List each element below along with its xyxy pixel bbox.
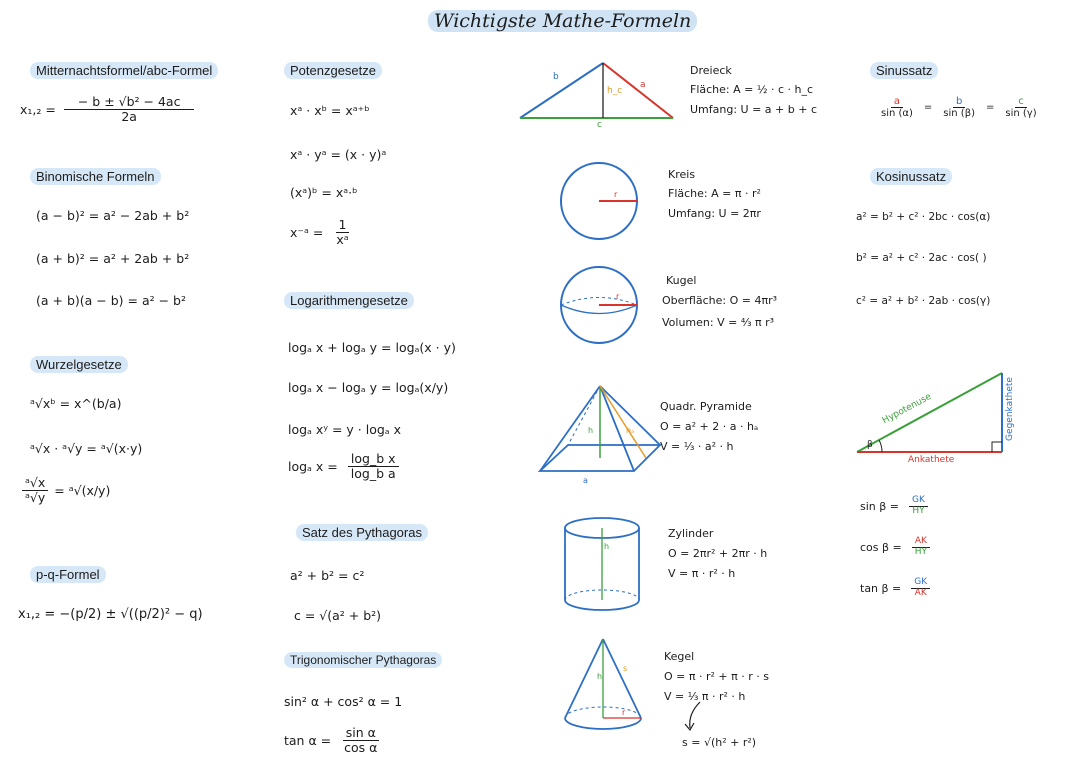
sinus-den-b: sin (β) xyxy=(943,108,975,119)
cos-beta-fraction xyxy=(912,537,930,558)
cone-diagram xyxy=(562,636,644,736)
sinussatz-formula: $\frac{a}{\sin (\alpha)}$ = $\frac{b}{\sin (\beta)}$ = $\frac{c}{\sin (\gamma)}$ xyxy=(878,96,1040,119)
wurzel-rhs: = ᵃ√(x/y) xyxy=(54,482,111,498)
right-triangle-hypotenuse: Hypotenuse xyxy=(880,391,934,427)
log-formula-3: logₐ xʸ = y · logₐ x xyxy=(288,422,402,437)
kegel-slant: s = √(h² + r²) xyxy=(682,736,757,749)
sinus-den-a: sin (α) xyxy=(881,108,913,119)
kosinus-formula-1: a² = b² + c² · 2bc · cos(α) xyxy=(856,211,991,223)
heading-kreis: Kreis xyxy=(668,168,696,181)
right-triangle-beta: β xyxy=(867,440,873,450)
log-f4-denominator: log_b a xyxy=(350,465,396,481)
circle-label-r: r xyxy=(614,190,618,199)
kugel-surface: Oberfläche: O = 4πr³ xyxy=(662,294,778,307)
sinus-num-c: c xyxy=(1015,96,1027,108)
cos-beta-num: AK xyxy=(912,537,930,548)
cylinder-diagram xyxy=(562,516,642,616)
heading-zylinder: Zylinder xyxy=(668,527,714,540)
cos-beta-formula xyxy=(860,537,930,558)
kreis-perimeter: Umfang: U = 2πr xyxy=(668,207,761,220)
tan-beta-den: AK xyxy=(914,587,927,598)
trig-f2-fraction xyxy=(341,726,380,755)
heading-kegel: Kegel xyxy=(664,650,695,663)
log-f4-fraction xyxy=(348,452,399,481)
sin-beta-den: HY xyxy=(912,505,925,516)
wurzel-formula-2: ᵃ√x · ᵃ√y = ᵃ√(x·y) xyxy=(30,441,143,456)
cos-beta-lhs: cos β = xyxy=(860,540,902,554)
heading-binomische-formeln: Binomische Formeln xyxy=(30,168,161,185)
arrow-icon xyxy=(680,700,710,734)
heading-trig-pythagoras: Trigonomischer Pythagoras xyxy=(284,652,442,668)
trig-formula-2 xyxy=(284,726,380,755)
pyth-formula-1: a² + b² = c² xyxy=(290,568,365,583)
log-formula-2: logₐ x − logₐ y = logₐ(x/y) xyxy=(288,380,449,395)
triangle-label-h: h_c xyxy=(607,86,623,96)
trig-f2-numerator: sin α xyxy=(343,726,379,741)
pyramid-diagram xyxy=(538,383,666,479)
pyth-formula-2: c = √(a² + b²) xyxy=(294,608,382,623)
trig-formula-1: sin² α + cos² α = 1 xyxy=(284,694,403,709)
potenz-formula-4 xyxy=(290,218,352,247)
wurzel-formula-3 xyxy=(22,476,110,505)
wurzel-formula-1: ᵃ√xᵇ = x^(b/a) xyxy=(30,396,122,411)
sinus-num-b: b xyxy=(953,96,965,108)
sphere-label-r: r xyxy=(616,292,620,301)
binom-formula-2: (a + b)² = a² + 2ab + b² xyxy=(36,251,190,266)
mitternacht-fraction xyxy=(64,95,195,124)
mitternacht-numerator: − b ± √b² − 4ac xyxy=(64,95,195,110)
sin-beta-fraction xyxy=(909,496,928,517)
trig-f2-denominator: cos α xyxy=(344,739,378,755)
heading-pyramide: Quadr. Pyramide xyxy=(660,400,752,413)
wurzel-numerator: ᵃ√x xyxy=(22,476,48,491)
tan-beta-lhs: tan β = xyxy=(860,581,902,595)
wurzel-fraction xyxy=(22,476,48,505)
cone-label-s: s xyxy=(623,664,628,673)
pyramide-volume: V = ⅓ · a² · h xyxy=(660,440,734,453)
heading-dreieck: Dreieck xyxy=(690,64,732,77)
heading-pq-formel: p-q-Formel xyxy=(30,566,106,583)
heading-sinussatz: Sinussatz xyxy=(870,62,938,79)
kegel-volume: V = ⅓ π · r² · h xyxy=(664,690,746,703)
triangle-diagram xyxy=(515,58,680,128)
triangle-label-a: a xyxy=(640,80,646,90)
pq-formula: x₁,₂ = −(p/2) ± √((p/2)² − q) xyxy=(18,607,203,622)
log-formula-1: logₐ x + logₐ y = logₐ(x · y) xyxy=(288,340,456,355)
cos-beta-den: HY xyxy=(914,546,928,557)
pyramid-label-ha: hₐ xyxy=(626,426,635,435)
sin-beta-num: GK xyxy=(909,496,928,507)
kreis-area: Fläche: A = π · r² xyxy=(668,187,761,200)
log-f4-numerator: log_b x xyxy=(348,452,399,467)
kegel-surface: O = π · r² + π · r · s xyxy=(664,670,769,683)
potenz-formula-2: xᵃ · yᵃ = (x · y)ᵃ xyxy=(290,147,387,162)
mitternacht-denominator: 2a xyxy=(121,108,137,124)
pyramid-label-h: h xyxy=(588,426,594,435)
right-triangle-diagram xyxy=(852,368,1022,456)
tan-beta-num: GK xyxy=(911,578,930,589)
heading-kosinussatz: Kosinussatz xyxy=(870,168,952,185)
binom-formula-1: (a − b)² = a² − 2ab + b² xyxy=(36,208,190,223)
triangle-label-c: c xyxy=(597,120,602,130)
dreieck-area: Fläche: A = ½ · c · h_c xyxy=(690,83,814,96)
heading-kugel: Kugel xyxy=(666,274,697,287)
heading-wurzelgesetze: Wurzelgesetze xyxy=(30,356,128,373)
right-triangle-ankathete: Ankathete xyxy=(908,455,955,465)
potenz-f4-lhs: x⁻ᵃ = xyxy=(290,224,324,240)
heading-mitternachtsformel: Mitternachtsformel/abc-Formel xyxy=(30,62,218,79)
heading-logarithmengesetze: Logarithmengesetze xyxy=(284,292,414,309)
potenz-f4-denominator: xᵃ xyxy=(336,231,349,247)
heading-potenzgesetze: Potenzgesetze xyxy=(284,62,382,79)
sinus-den-c: sin (γ) xyxy=(1005,108,1037,119)
heading-pythagoras: Satz des Pythagoras xyxy=(296,524,428,541)
kosinus-formula-3: c² = a² + b² · 2ab · cos(γ) xyxy=(856,295,991,307)
mitternachtsformel xyxy=(20,95,194,124)
cone-label-h: h xyxy=(597,672,603,681)
potenz-f4-numerator: 1 xyxy=(336,218,350,233)
sinus-frac-a xyxy=(878,96,916,119)
potenz-formula-3: (xᵃ)ᵇ = xᵃ·ᵇ xyxy=(290,185,358,200)
right-triangle-gegenkathete: Gegenkathete xyxy=(1004,377,1015,441)
mitternacht-lhs: x₁,₂ = xyxy=(20,101,56,117)
sinus-num-a: a xyxy=(891,96,903,108)
sphere-diagram xyxy=(558,264,640,346)
pyramide-surface: O = a² + 2 · a · hₐ xyxy=(660,420,759,433)
sin-beta-formula xyxy=(860,496,928,517)
kosinus-formula-2: b² = a² + c² · 2ac · cos( ) xyxy=(856,252,987,264)
sin-beta-lhs: sin β = xyxy=(860,499,899,513)
wurzel-denominator: ᵃ√y xyxy=(25,489,46,505)
kugel-volume: Volumen: V = ⁴⁄₃ π r³ xyxy=(662,316,775,329)
sinus-frac-b xyxy=(940,96,978,119)
sinus-frac-c xyxy=(1002,96,1039,119)
log-f4-lhs: logₐ x = xyxy=(288,458,338,474)
tan-beta-fraction xyxy=(911,578,930,599)
triangle-label-b: b xyxy=(553,72,559,82)
dreieck-perimeter: Umfang: U = a + b + c xyxy=(690,103,817,116)
potenz-formula-1: xᵃ · xᵇ = xᵃ⁺ᵇ xyxy=(290,103,370,118)
page-title: Wichtigste Mathe-Formeln xyxy=(428,10,697,32)
trig-f2-lhs: tan α = xyxy=(284,732,332,748)
pyramid-label-a: a xyxy=(583,476,588,485)
log-formula-4 xyxy=(288,452,399,481)
potenz-f4-fraction xyxy=(333,218,351,247)
cone-label-r: r xyxy=(622,708,626,717)
binom-formula-3: (a + b)(a − b) = a² − b² xyxy=(36,293,186,308)
zylinder-volume: V = π · r² · h xyxy=(668,567,736,580)
cylinder-label-h: h xyxy=(604,542,610,551)
zylinder-surface: O = 2πr² + 2πr · h xyxy=(668,547,768,560)
tan-beta-formula xyxy=(860,578,930,599)
circle-diagram xyxy=(558,160,640,242)
